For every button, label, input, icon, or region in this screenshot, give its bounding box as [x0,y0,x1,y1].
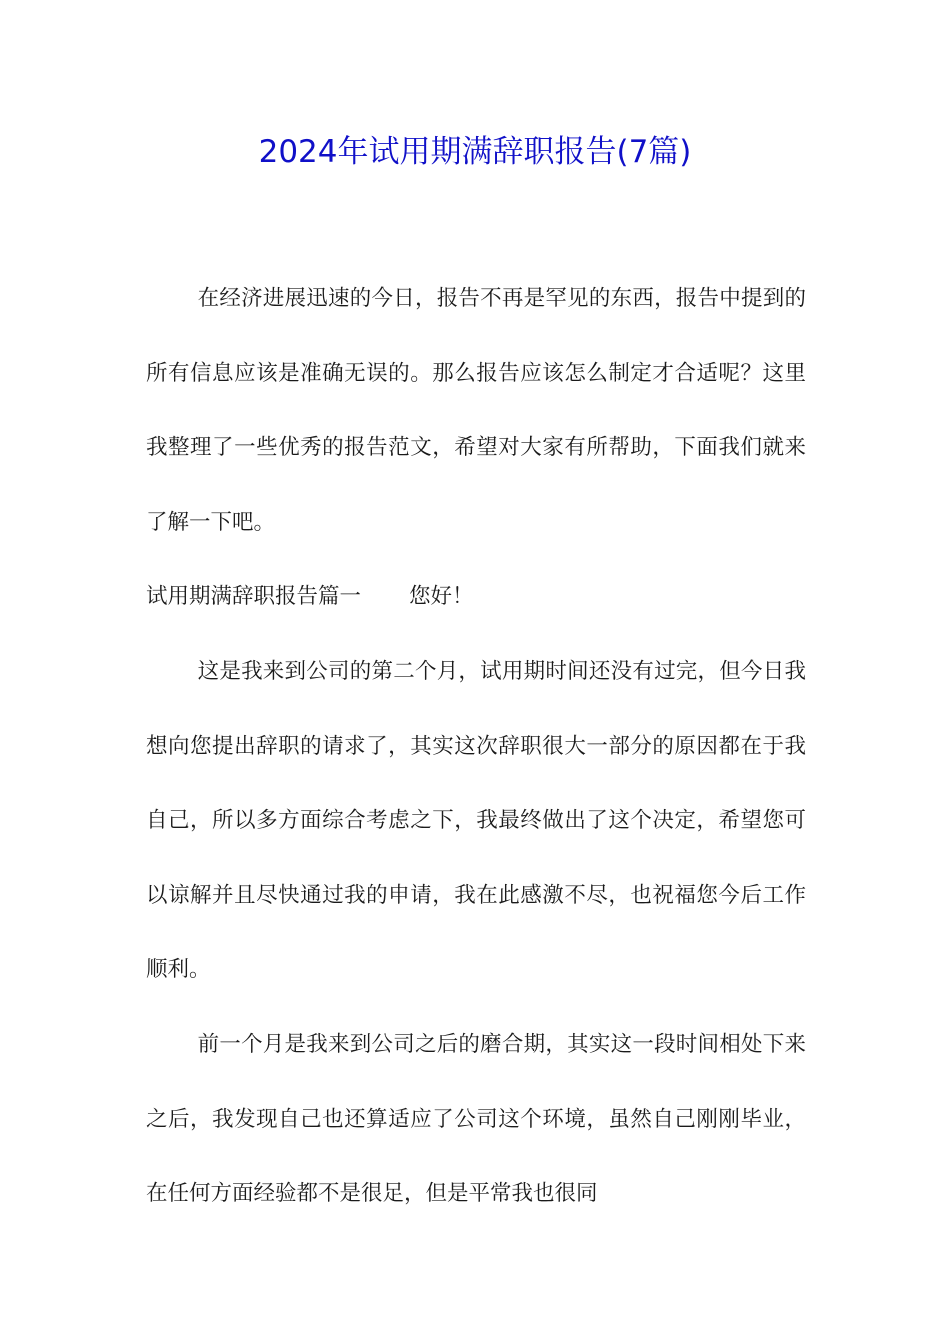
section-heading: 试用期满辞职报告篇一 [146,584,362,610]
document-title: 2024年试用期满辞职报告(7篇) [258,134,692,170]
intro-paragraph: 在经济进展迅速的今日，报告不再是罕见的东西，报告中提到的所有信息应该是准确无误的。那么报告应该怎么制定才合适呢？这里我整理了一些优秀的报告范文，希望对大家有所帮助，下面我们就来了解一下吧。 [146,286,806,535]
section-heading-line [146,560,806,635]
greeting: 您好！ [409,584,474,610]
body-paragraph-2: 前一个月是我来到公司之后的磨合期，其实这一段时间相处下来之后，我发现自己也还算适应了公司这个环境，虽然自己刚刚毕业，在任何方面经验都不是很足，但是平常我也很同 [146,1031,806,1207]
body-paragraph-1: 这是我来到公司的第二个月，试用期时间还没有过完，但今日我想向您提出辞职的请求了，其实这次辞职很大一部分的原因都在于我自己，所以多方面综合考虑之下，我最终做出了这个决定，希望您可以谅解并且尽快通过我的申请，我在此感激不尽，也祝福您今后工作顺利。 [146,658,806,983]
document-body [146,262,806,1232]
